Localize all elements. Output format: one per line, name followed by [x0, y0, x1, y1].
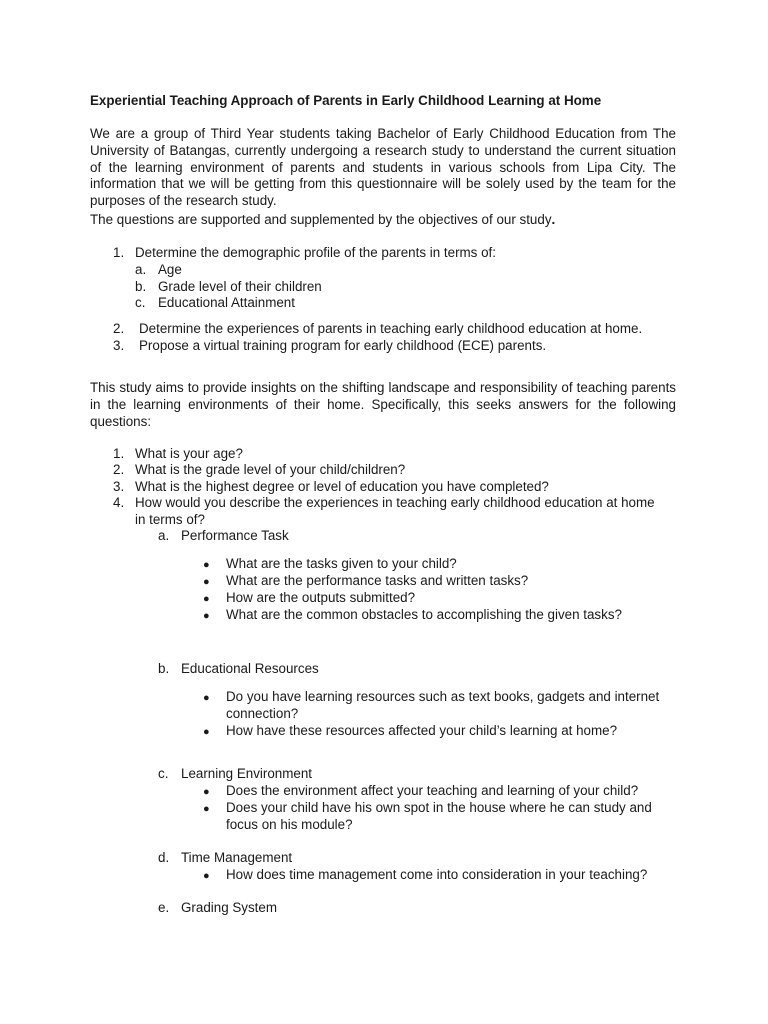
question-number: 2. — [113, 462, 125, 477]
section-title: Learning Environment — [181, 766, 313, 781]
bullet-icon: ● — [203, 610, 210, 622]
bullet-text: Do you have learning resources such as text books, gadgets and internet — [226, 689, 660, 704]
bullet-text: What are the common obstacles to accomplishing the given tasks? — [226, 607, 622, 622]
intro-paragraph: We are a group of Third Year students taking Bachelor of Early Childhood Education from The University of Batangas, currently undergoing a research study to understand the current situation of the learning environment of parents and students in various schools from Lipa City. The information that we will be getting from this questionnaire will be solely used by the team for the purposes of the research study. — [90, 126, 676, 209]
question-text: What is your age? — [135, 446, 243, 461]
bullet-text: How are the outputs submitted? — [226, 590, 416, 605]
objective-text: Determine the experiences of parents in teaching early childhood education at home. — [139, 321, 643, 336]
bullet-icon: ● — [203, 576, 210, 588]
sub-letter: a. — [135, 262, 147, 277]
bullet-text: Does your child have his own spot in the house where he can study and — [226, 800, 652, 815]
bullet-text: Does the environment affect your teaching and learning of your child? — [226, 783, 639, 798]
question-number: 4. — [113, 495, 125, 510]
section-letter: b. — [158, 661, 170, 676]
objective-number: 3. — [113, 338, 125, 353]
sub-text: Educational Attainment — [158, 295, 295, 310]
sub-letter: c. — [135, 295, 146, 310]
bullet-icon: ● — [203, 786, 210, 798]
question-text: What is the highest degree or level of education you have completed? — [135, 479, 549, 494]
bullet-icon: ● — [203, 726, 210, 738]
question-number: 1. — [113, 446, 125, 461]
objectives-intro — [90, 212, 555, 229]
bullet-icon: ● — [203, 870, 210, 882]
section-letter: d. — [158, 850, 170, 865]
section-letter: c. — [158, 766, 169, 781]
bullet-text: What are the tasks given to your child? — [226, 556, 457, 571]
question-text: How would you describe the experiences in teaching early childhood education at home — [135, 495, 655, 510]
bullet-text: How does time management come into consideration in your teaching? — [226, 867, 648, 882]
bullet-icon: ● — [203, 692, 210, 704]
objective-number: 2. — [113, 321, 125, 336]
bullet-icon: ● — [203, 803, 210, 815]
sub-letter: b. — [135, 279, 147, 294]
section-letter: e. — [158, 900, 170, 915]
objective-number: 1. — [113, 245, 125, 260]
question-text: What is the grade level of your child/children? — [135, 462, 406, 477]
objective-text: Determine the demographic profile of the parents in terms of: — [135, 245, 496, 260]
bullet-text-continued: focus on his module? — [226, 817, 353, 832]
objective-text: Propose a virtual training program for early childhood (ECE) parents. — [139, 338, 547, 353]
bullet-icon: ● — [203, 559, 210, 571]
bullet-text: What are the performance tasks and written tasks? — [226, 573, 529, 588]
objectives-intro-end: . — [551, 212, 556, 227]
section-title: Educational Resources — [181, 661, 319, 676]
question-text-continued: in terms of? — [135, 512, 205, 527]
section-title: Performance Task — [181, 528, 289, 543]
document-title: Experiential Teaching Approach of Parents in Early Childhood Learning at Home — [90, 93, 602, 108]
sub-text: Age — [158, 262, 182, 277]
objectives-intro-text: The questions are supported and supplemented by the objectives of our study — [90, 212, 552, 227]
bullet-icon: ● — [203, 593, 210, 605]
section-title: Grading System — [181, 900, 278, 915]
bullet-text-continued: connection? — [226, 706, 299, 721]
section-title: Time Management — [181, 850, 293, 865]
section-letter: a. — [158, 528, 170, 543]
aims-paragraph: This study aims to provide insights on the shifting landscape and responsibility of teaching parents in the learning environments of their home. Specifically, this seeks answers for the following questions: — [90, 380, 676, 429]
sub-text: Grade level of their children — [158, 279, 322, 294]
question-number: 3. — [113, 479, 125, 494]
bullet-text: How have these resources affected your child’s learning at home? — [226, 723, 618, 738]
